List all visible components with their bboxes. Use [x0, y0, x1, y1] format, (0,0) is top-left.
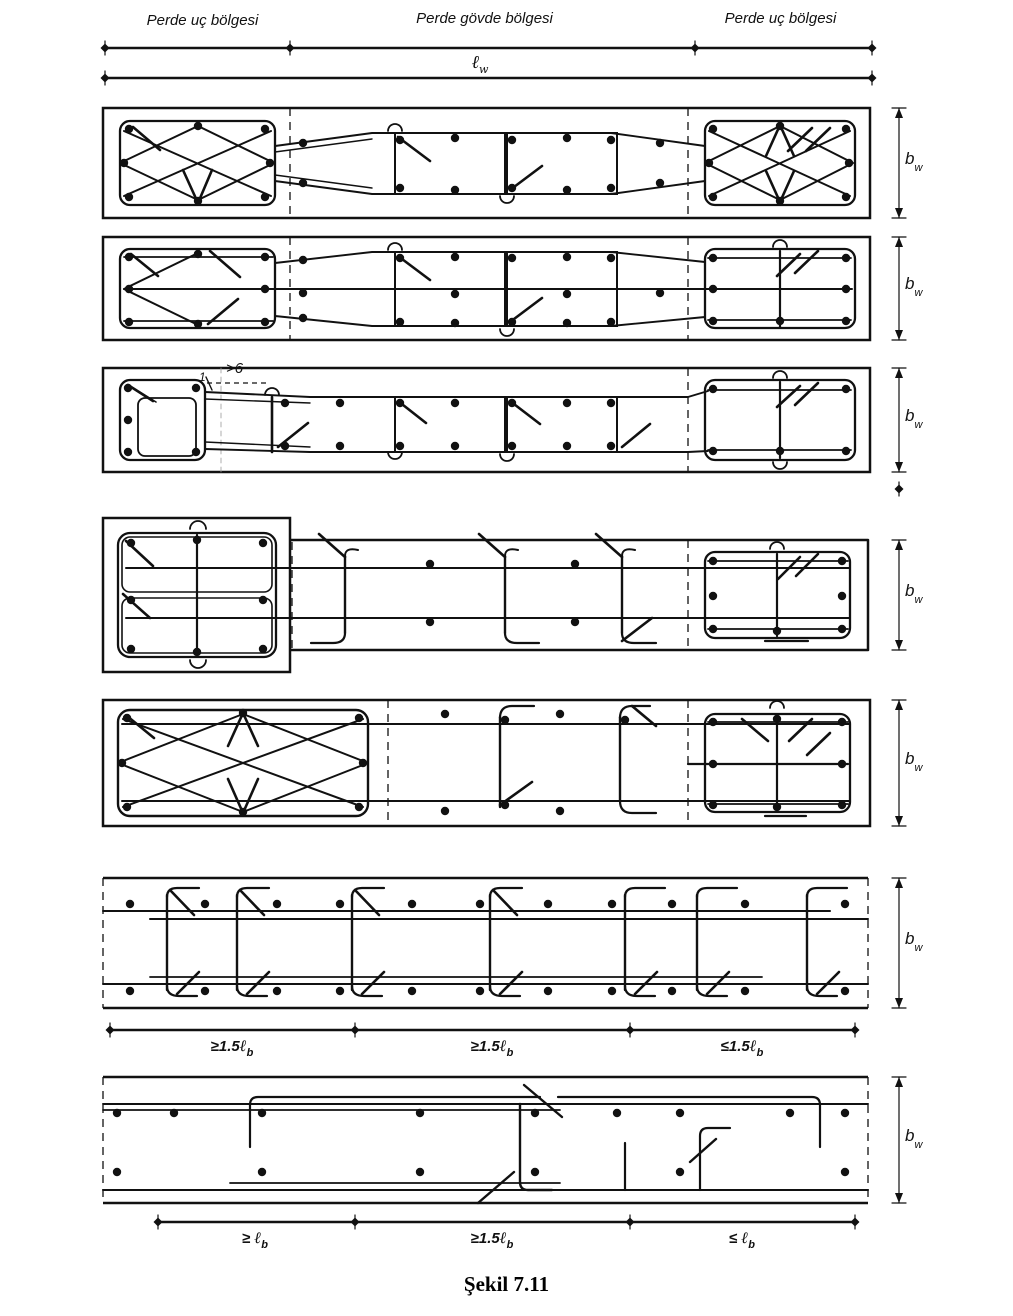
rebar-dot	[608, 900, 616, 908]
rebar-dot	[259, 539, 267, 547]
rebar-dot	[676, 1109, 684, 1117]
rebar-dot	[192, 448, 200, 456]
rebar-dot	[124, 416, 132, 424]
wall-section-2	[103, 237, 906, 340]
dim-subscript: b	[246, 1047, 254, 1059]
rebar-dot	[451, 186, 459, 194]
rebar-dot	[563, 399, 571, 407]
label-dim7-seg2	[422, 1228, 562, 1251]
rebar-dot	[451, 134, 459, 142]
rebar-dot	[125, 193, 133, 201]
rebar-dot	[842, 254, 850, 262]
rebar-dot	[709, 385, 717, 393]
rebar-dot	[261, 193, 269, 201]
bw-symbol: b	[905, 149, 915, 168]
rebar-dot	[124, 448, 132, 456]
rebar-dot	[124, 384, 132, 392]
rebar-dot	[842, 285, 850, 293]
rebar-dot	[841, 987, 849, 995]
rebar-dot	[608, 987, 616, 995]
rebar-dot	[113, 1109, 121, 1117]
dim-subscript: b	[261, 1239, 268, 1251]
rebar-dot	[668, 900, 676, 908]
rebar-dot	[125, 318, 133, 326]
rebar-dot	[299, 289, 307, 297]
dim-subscript: b	[506, 1239, 514, 1251]
bw-subscript: w	[914, 594, 923, 606]
rebar-dot	[396, 184, 404, 192]
rebar-dot	[709, 557, 717, 565]
rebar-dot	[125, 253, 133, 261]
rebar-dot	[776, 197, 784, 205]
rebar-dot	[776, 122, 784, 130]
rebar-dot	[201, 987, 209, 995]
dim-prefix: ≥1.5	[470, 1038, 500, 1055]
dim-symbol: ℓ	[254, 1228, 262, 1247]
rebar-dot	[118, 759, 126, 767]
rebar-dot	[607, 184, 615, 192]
rebar-dot	[838, 592, 846, 600]
rebar-dot	[259, 645, 267, 653]
rebar-dot	[656, 179, 664, 187]
rebar-dot	[709, 801, 717, 809]
rebar-dot	[501, 801, 509, 809]
rebar-dot	[607, 318, 615, 326]
lw-symbol: ℓ	[471, 52, 480, 73]
rebar-dot	[201, 900, 209, 908]
rebar-dot	[709, 718, 717, 726]
rebar-dot	[123, 803, 131, 811]
rebar-dot	[842, 447, 850, 455]
rebar-dot	[709, 317, 717, 325]
figure-caption: Şekil 7.11	[463, 1272, 550, 1296]
rebar-dot	[544, 900, 552, 908]
rebar-dot	[709, 285, 717, 293]
label-dim7-seg3	[672, 1228, 812, 1251]
wall-section-3	[103, 368, 906, 496]
rebar-dot	[273, 900, 281, 908]
rebar-dot	[607, 399, 615, 407]
rebar-dot	[273, 987, 281, 995]
rebar-dot	[607, 442, 615, 450]
rebar-dot	[838, 801, 846, 809]
rebar-dot	[261, 125, 269, 133]
rebar-dot	[396, 254, 404, 262]
label-bw-section7	[905, 1126, 923, 1151]
wall-section-1	[103, 108, 906, 218]
bw-symbol: b	[905, 406, 915, 425]
rebar-dot	[656, 139, 664, 147]
rebar-dot	[299, 139, 307, 147]
rebar-dot	[451, 290, 459, 298]
rebar-dot	[336, 900, 344, 908]
rebar-dot	[563, 290, 571, 298]
label-right-end-zone: Perde uç bölgesi	[724, 10, 837, 27]
rebar-dot	[127, 539, 135, 547]
bw-subscript: w	[914, 762, 923, 774]
rebar-dot	[127, 645, 135, 653]
rebar-dot	[709, 625, 717, 633]
dim-subscript: b	[506, 1047, 514, 1059]
rebar-dot	[359, 759, 367, 767]
rebar-dot	[705, 159, 713, 167]
rebar-dot	[563, 319, 571, 327]
rebar-dot	[451, 399, 459, 407]
rebar-dot	[709, 592, 717, 600]
rebar-dot	[613, 1109, 621, 1117]
rebar-dot	[668, 987, 676, 995]
rebar-dot	[544, 987, 552, 995]
rebar-dot	[676, 1168, 684, 1176]
rebar-dot	[408, 900, 416, 908]
lw-subscript: w	[479, 63, 489, 76]
rebar-dot	[656, 289, 664, 297]
rebar-dot	[261, 318, 269, 326]
label-dim7-seg1	[185, 1228, 325, 1251]
rebar-dot	[126, 987, 134, 995]
rebar-dot	[841, 900, 849, 908]
label-dim6-seg1	[162, 1036, 302, 1059]
rebar-dot	[531, 1109, 539, 1117]
label-bw-section2	[905, 274, 923, 299]
bw-subscript: w	[914, 942, 923, 954]
rebar-dot	[408, 987, 416, 995]
rebar-dot	[396, 442, 404, 450]
rebar-dot	[556, 807, 564, 815]
rebar-dot	[773, 803, 781, 811]
rebar-dot	[193, 536, 201, 544]
dim-symbol: ℓ	[499, 1228, 507, 1247]
dim-symbol: ℓ	[499, 1036, 507, 1055]
rebar-dot	[192, 384, 200, 392]
bw-subscript: w	[914, 162, 923, 174]
label-slope-gt6: >6	[226, 360, 244, 377]
rebar-dot	[261, 285, 269, 293]
rebar-dot	[299, 179, 307, 187]
rebar-dot	[563, 442, 571, 450]
top-dimension-lw	[101, 71, 877, 85]
bw-symbol: b	[905, 581, 915, 600]
rebar-dot	[776, 447, 784, 455]
rebar-dot	[123, 714, 131, 722]
rebar-dot	[258, 1168, 266, 1176]
rebar-dot	[194, 250, 202, 258]
rebar-dot	[571, 618, 579, 626]
label-bw-section4	[905, 581, 923, 606]
rebar-dot	[355, 714, 363, 722]
rebar-dot	[709, 447, 717, 455]
rebar-dot	[299, 256, 307, 264]
bw-subscript: w	[914, 287, 923, 299]
bw-subscript: w	[914, 419, 923, 431]
rebar-dot	[336, 399, 344, 407]
rebar-dot	[426, 560, 434, 568]
rebar-dot	[281, 399, 289, 407]
rebar-dot	[842, 385, 850, 393]
rebar-dot	[508, 184, 516, 192]
label-web-zone: Perde gövde bölgesi	[416, 10, 553, 27]
bw-subscript: w	[914, 1139, 923, 1151]
rebar-dot	[476, 987, 484, 995]
dim-subscript: b	[748, 1239, 755, 1251]
rebar-dot	[194, 122, 202, 130]
rebar-dot	[261, 253, 269, 261]
dim-prefix: ≥1.5	[210, 1038, 240, 1055]
rebar-dot	[127, 596, 135, 604]
label-left-end-zone: Perde uç bölgesi	[146, 12, 259, 29]
dim-subscript: b	[756, 1047, 764, 1059]
bw-symbol: b	[905, 274, 915, 293]
rebar-dot	[451, 442, 459, 450]
label-bw-section1	[905, 149, 923, 174]
rebar-dot	[120, 159, 128, 167]
rebar-dot	[556, 710, 564, 718]
rebar-dot	[336, 442, 344, 450]
rebar-dot	[563, 134, 571, 142]
label-slope-ratio-one: 1	[199, 370, 206, 384]
rebar-dot	[451, 253, 459, 261]
rebar-dot	[571, 560, 579, 568]
rebar-dot	[451, 319, 459, 327]
rebar-dot	[563, 186, 571, 194]
rebar-dot	[125, 125, 133, 133]
rebar-dot	[396, 399, 404, 407]
bw-symbol: b	[905, 1126, 915, 1145]
rebar-dot	[845, 159, 853, 167]
rebar-dot	[773, 715, 781, 723]
bw-symbol: b	[905, 929, 915, 948]
rebar-dot	[773, 627, 781, 635]
rebar-dot	[838, 557, 846, 565]
rebar-dot	[508, 442, 516, 450]
wall-section-5	[103, 700, 906, 826]
rebar-dot	[709, 125, 717, 133]
rebar-dot	[355, 803, 363, 811]
rebar-dot	[607, 136, 615, 144]
rebar-dot	[842, 193, 850, 201]
rebar-dot	[841, 1109, 849, 1117]
rebar-dot	[501, 716, 509, 724]
rebar-dot	[607, 254, 615, 262]
dim-prefix: ≥1.5	[470, 1230, 500, 1247]
rebar-dot	[838, 625, 846, 633]
dim-prefix: ≥	[242, 1230, 255, 1247]
rebar-dot	[842, 317, 850, 325]
rebar-dot	[508, 254, 516, 262]
rebar-dot	[508, 318, 516, 326]
rebar-dot	[113, 1168, 121, 1176]
rebar-dot	[709, 760, 717, 768]
rebar-dot	[125, 285, 133, 293]
rebar-dot	[709, 193, 717, 201]
rebar-dot	[239, 808, 247, 816]
rebar-dot	[741, 900, 749, 908]
rebar-dot	[266, 159, 274, 167]
rebar-dot	[258, 1109, 266, 1117]
rebar-dot	[441, 807, 449, 815]
rebar-dot	[416, 1168, 424, 1176]
label-bw-section6	[905, 929, 923, 954]
rebar-dot	[776, 317, 784, 325]
rebar-dot	[476, 900, 484, 908]
label-wall-length-lw	[440, 52, 520, 76]
rebar-dot	[336, 987, 344, 995]
label-dim6-seg3	[672, 1036, 812, 1059]
rebar-dot	[838, 760, 846, 768]
rebar-dot	[126, 900, 134, 908]
dim-symbol: ℓ	[239, 1036, 247, 1055]
rebar-dot	[396, 318, 404, 326]
dim-prefix: ≤1.5	[720, 1038, 750, 1055]
rebar-dot	[396, 136, 404, 144]
rebar-dot	[239, 709, 247, 717]
rebar-dot	[786, 1109, 794, 1117]
dim-symbol: ℓ	[749, 1036, 757, 1055]
rebar-dot	[709, 254, 717, 262]
dim-prefix: ≤	[729, 1230, 742, 1247]
rebar-dot	[563, 253, 571, 261]
rebar-dot	[841, 1168, 849, 1176]
wall-section-7	[103, 1077, 906, 1229]
rebar-dot	[508, 136, 516, 144]
rebar-dot	[838, 718, 846, 726]
rebar-dot	[194, 320, 202, 328]
wall-section-4	[103, 518, 906, 672]
dim-symbol: ℓ	[741, 1228, 749, 1247]
rebar-dot	[508, 399, 516, 407]
rebar-dot	[416, 1109, 424, 1117]
rebar-dot	[426, 618, 434, 626]
rebar-dot	[531, 1168, 539, 1176]
rebar-dot	[259, 596, 267, 604]
rebar-dot	[193, 648, 201, 656]
rebar-dot	[441, 710, 449, 718]
rebar-dot	[842, 125, 850, 133]
rebar-dot	[170, 1109, 178, 1117]
rebar-dot	[621, 716, 629, 724]
rebar-dot	[194, 197, 202, 205]
wall-section-6	[103, 878, 906, 1037]
rebar-dot	[299, 314, 307, 322]
bw-symbol: b	[905, 749, 915, 768]
rebar-dot	[281, 442, 289, 450]
label-bw-section3	[905, 406, 923, 431]
label-bw-section5	[905, 749, 923, 774]
label-dim6-seg2	[422, 1036, 562, 1059]
rebar-dot	[741, 987, 749, 995]
